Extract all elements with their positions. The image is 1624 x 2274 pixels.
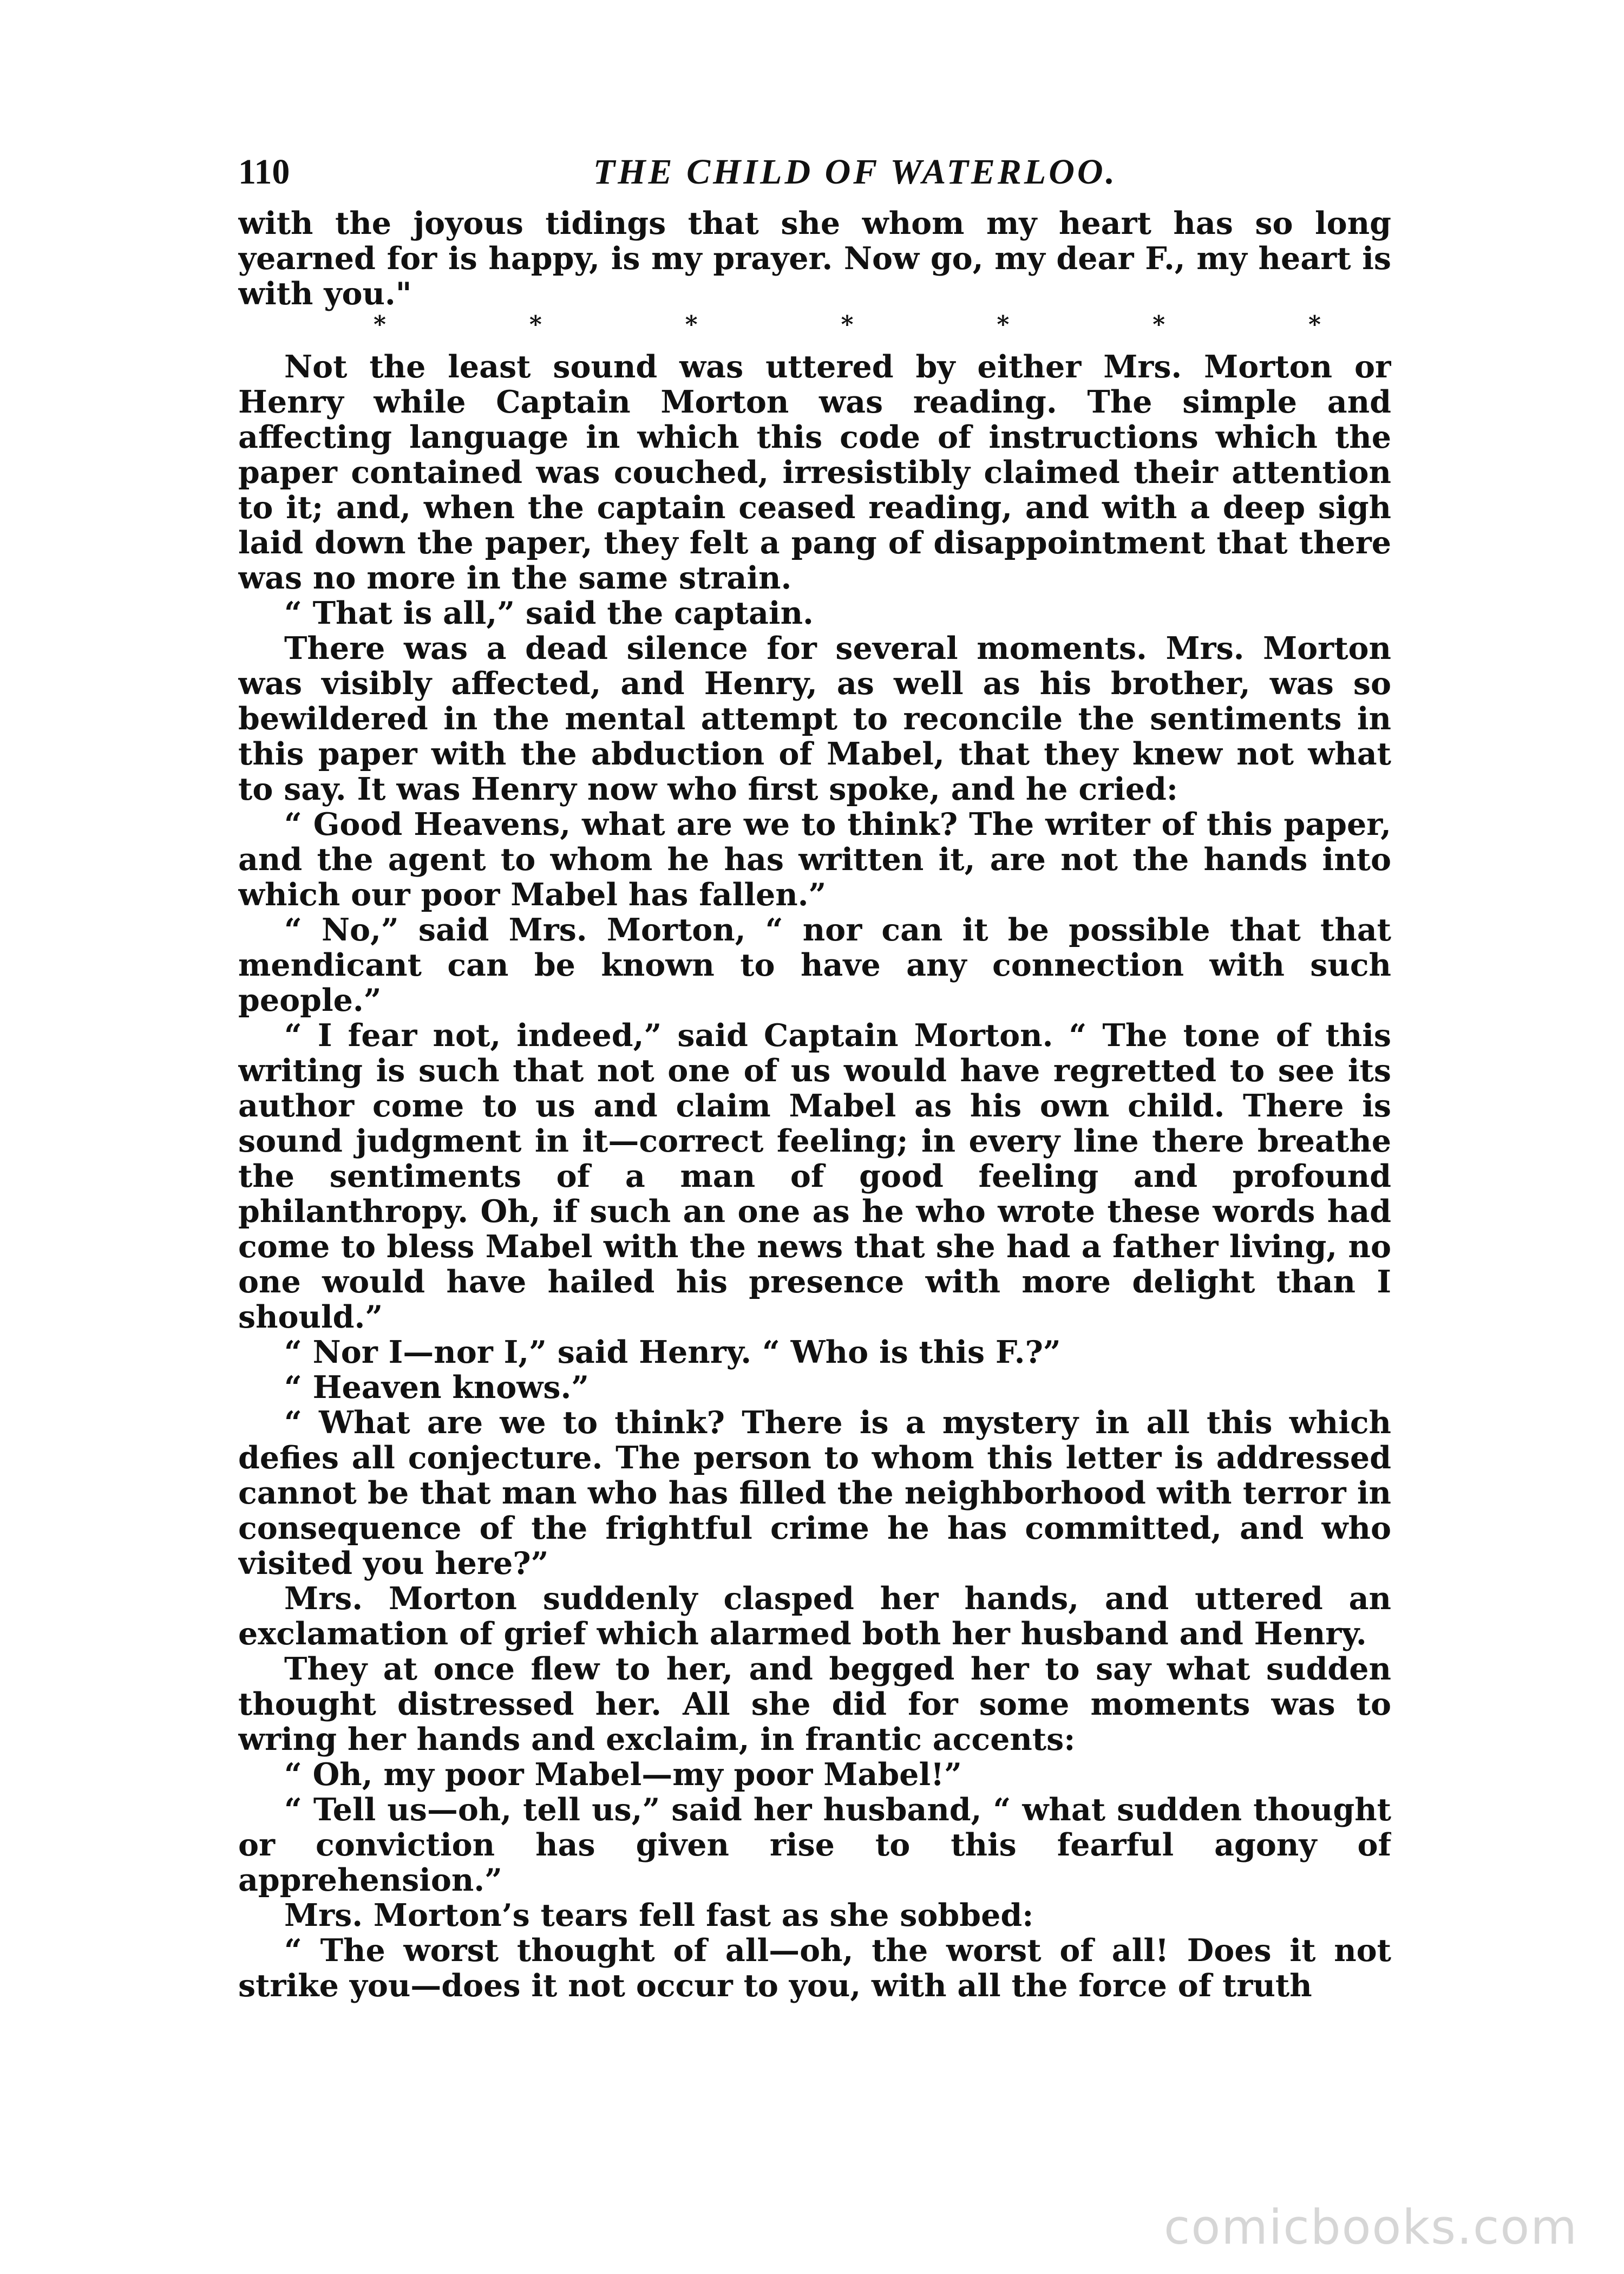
paragraph: Mrs. Morton’s tears fell fast as she sobbed:	[284, 1897, 1034, 1933]
paragraph: “ The worst thought of all—oh, the worst of all! Does it not strike you—does it not occur to you, with all the force of truth	[238, 1932, 1391, 2004]
paragraph: Not the least sound was uttered by either Mrs. Morton or Henry while Captain Morton was reading. The simple and affecting language in which this code of instructions which the paper contained was couched, irresistibly claimed their attention to it; and, when the captain ceased reading, and with a deep sigh laid down the paper, they felt a pang of disappointment that there was no more in the same strain.	[238, 349, 1391, 596]
paragraph: They at once flew to her, and begged her to say what sudden thought distressed her. All she did for some moments was to wring her hands and exclaim, in frantic accents:	[238, 1651, 1391, 1757]
asterisk: *	[374, 311, 387, 338]
paragraph: “ Good Heavens, what are we to think? The writer of this paper, and the agent to whom he has written it, are not the hands into which our poor Mabel has fallen.”	[238, 806, 1391, 913]
page-header	[238, 146, 1391, 206]
asterisk: *	[997, 311, 1010, 338]
running-title: THE CHILD OF WATERLOO.	[593, 152, 1118, 192]
paragraph: “ I fear not, indeed,” said Captain Morton. “ The tone of this writing is such that not one of us would have regretted to see its author come to us and claim Mabel as his own child. There is sound judgment in it—correct feeling; in every line there breathe the sentiments of a man of good feeling and profound philanthropy. Oh, if such an one as he who wrote these words had come to bless Mabel with the news that she had a father living, no one would have hailed his presence with more delight than I should.”	[238, 1017, 1391, 1335]
paragraph: “ That is all,” said the captain.	[284, 595, 814, 631]
body-text	[238, 206, 1391, 2003]
book-page	[238, 146, 1391, 2193]
asterisk: *	[529, 311, 542, 338]
watermark: comicbooks.com	[1163, 2199, 1578, 2255]
asterisk: *	[1152, 311, 1165, 338]
paragraph: “ Oh, my poor Mabel—my poor Mabel!”	[284, 1756, 962, 1793]
asterisk: *	[685, 311, 698, 338]
asterism-separator	[238, 311, 1391, 346]
paragraph: “ Tell us—oh, tell us,” said her husband, “ what sudden thought or conviction has given rise to this fearful agony of apprehension.”	[238, 1792, 1391, 1898]
asterisk: *	[841, 311, 854, 338]
paragraph: There was a dead silence for several moments. Mrs. Morton was visibly affected, and Henry, as well as his brother, was so bewildered in the mental attempt to reconcile the sentiments in this paper with the abduction of Mabel, that they knew not what to say. It was Henry now who first spoke, and he cried:	[238, 630, 1391, 807]
paragraph: “ Nor I—nor I,” said Henry. “ Who is this F.?”	[284, 1334, 1061, 1370]
paragraph: Mrs. Morton suddenly clasped her hands, and uttered an exclamation of grief which alarmed both her husband and Henry.	[238, 1580, 1391, 1652]
paragraph: “ No,” said Mrs. Morton, “ nor can it be possible that that mendicant can be known to have any connection with such people.”	[238, 912, 1391, 1018]
paragraph: “ Heaven knows.”	[284, 1369, 590, 1406]
paragraph: “ What are we to think? There is a mystery in all this which defies all conjecture. The person to whom this letter is addressed cannot be that man who has filled the neighborhood with terror in consequence of the frightful crime he has committed, and who visited you here?”	[238, 1404, 1391, 1582]
paragraph-continuation: with the joyous tidings that she whom my heart has so long yearned for is happy, is my prayer. Now go, my dear F., my heart is with you."	[238, 205, 1391, 312]
page-number: 110	[238, 152, 290, 192]
asterisk: *	[1308, 311, 1321, 338]
